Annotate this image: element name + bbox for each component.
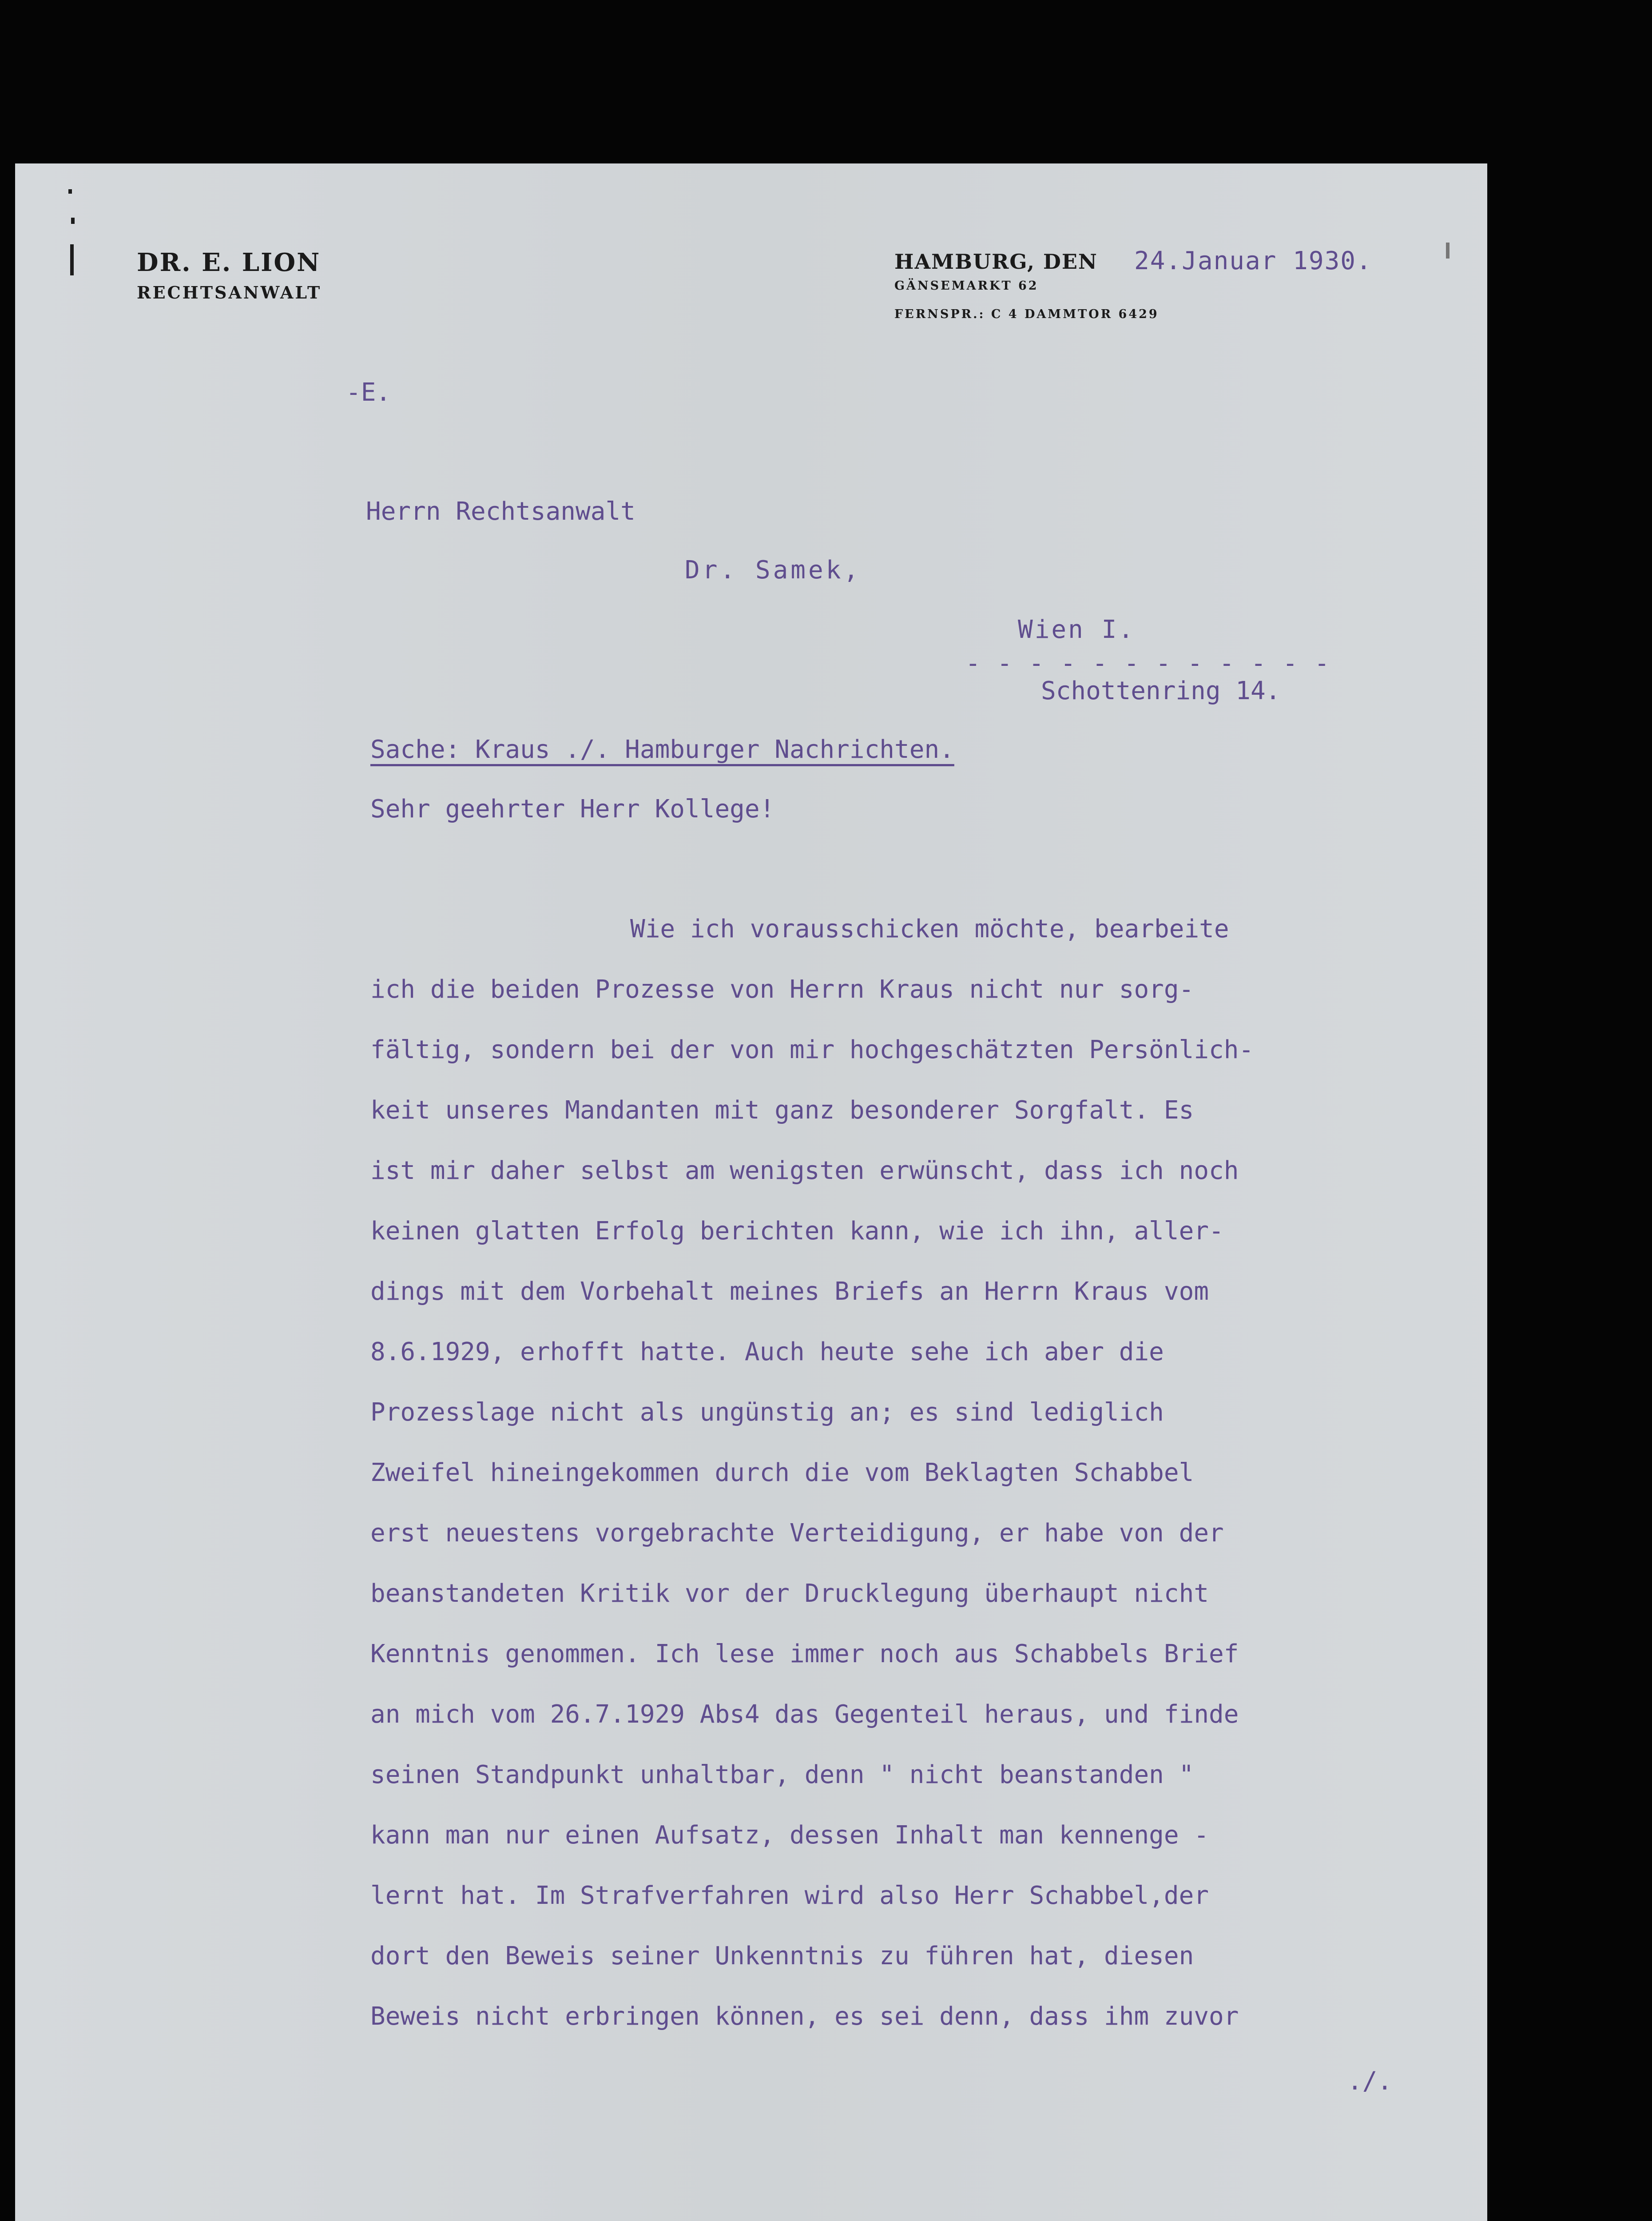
body-line: beanstandeten Kritik vor der Drucklegung überhaupt nicht [370,1579,1209,1608]
body-line: Wie ich vorausschicken möchte, bearbeite [630,915,1229,943]
letterhead-city: HAMBURG, DEN [894,250,1098,274]
body-line: Zweifel hineingekommen durch die vom Beklagten Schabbel [370,1458,1194,1487]
salutation: Sehr geehrter Herr Kollege! [370,795,775,824]
body-line: Beweis nicht erbringen können, es sei denn, dass ihm zuvor [370,2002,1239,2031]
body-line: Kenntnis genommen. Ich lese immer noch aus Schabbels Brief [370,1640,1239,1668]
recipient-line-2: Dr. Samek, [685,556,862,585]
letterhead-phone: FERNSPR.: C 4 DAMMTOR 6429 [894,307,1159,321]
body-line: Prozesslage nicht als ungünstig an; es sind lediglich [370,1398,1164,1427]
body-line: keit unseres Mandanten mit ganz besonderer Sorgfalt. Es [370,1096,1194,1125]
body-line: ist mir daher selbst am wenigsten erwünscht, dass ich noch [370,1156,1239,1185]
edge-mark [68,189,72,194]
letter-date: 24.Januar 1930. [1134,247,1372,275]
body-line: kann man nur einen Aufsatz, dessen Inhalt man kennenge - [370,1821,1209,1850]
body-line: lernt hat. Im Strafverfahren wird also Herr Schabbel,der [370,1881,1209,1910]
body-line: dort den Beweis seiner Unkenntnis zu führen hat, diesen [370,1942,1194,1970]
body-line: keinen glatten Erfolg berichten kann, wie ich ihn, aller- [370,1217,1224,1246]
edge-mark [1446,243,1449,259]
continuation-mark: ./. [1347,2067,1393,2096]
body-line: 8.6.1929, erhofft hatte. Auch heute sehe ich aber die [370,1337,1164,1366]
body-line: erst neuestens vorgebrachte Verteidigung, er habe von der [370,1519,1224,1548]
body-line: ich die beiden Prozesse von Herrn Kraus nicht nur sorg- [370,975,1194,1004]
edge-mark [71,218,75,224]
letterhead-title: RECHTSANWALT [137,283,322,303]
letter-sheet [15,163,1487,2221]
recipient-line-4: Schottenring 14. [1041,677,1281,705]
reference-mark: -E. [346,378,391,407]
body-line: an mich vom 26.7.1929 Abs4 das Gegenteil heraus, und finde [370,1700,1239,1729]
letterhead-name: DR. E. LION [137,248,321,277]
subject-line: Sache: Kraus ./. Hamburger Nachrichten. [370,735,954,764]
body-line: fältig, sondern bei der von mir hochgeschätzten Persönlich- [370,1035,1254,1064]
recipient-line-3: Wien I. [1018,615,1136,644]
body-line: dings mit dem Vorbehalt meines Briefs an Herrn Kraus vom [370,1277,1209,1306]
body-line: seinen Standpunkt unhaltbar, denn " nicht beanstanden " [370,1760,1194,1789]
letterhead-street: GÄNSEMARKT 62 [894,279,1039,293]
recipient-rule: - - - - - - - - - - - - [965,649,1330,678]
recipient-line-1: Herrn Rechtsanwalt [366,497,635,526]
edge-mark [70,244,74,275]
